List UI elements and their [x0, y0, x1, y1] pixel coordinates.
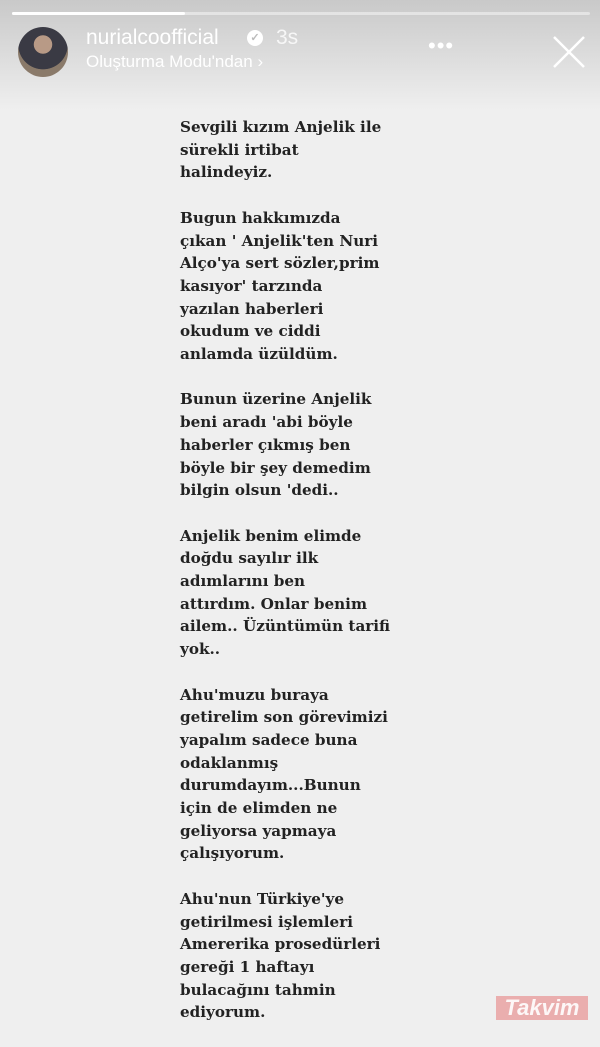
paragraph: [180, 684, 410, 866]
text-line: odaklanmış: [180, 753, 279, 772]
text-line: Ahu'muzu buraya: [180, 685, 329, 704]
paragraph: [180, 525, 410, 661]
takvim-watermark: Takvim: [496, 996, 588, 1020]
text-line: sürekli irtibat: [180, 140, 299, 159]
text-line: ailem.. Üzüntümün tarifi: [180, 617, 391, 636]
text-line: beni aradı 'abi böyle: [180, 413, 353, 432]
text-line: yazılan haberleri: [180, 299, 324, 318]
text-line: geliyorsa yapmaya: [180, 821, 337, 840]
username[interactable]: nurialcoofficial: [86, 26, 219, 49]
paragraph: [180, 888, 410, 1024]
post-time: 3s: [276, 26, 299, 49]
text-line: getirilmesi işlemleri: [180, 912, 353, 931]
text-line: çıkan ' Anjelik'ten Nuri: [180, 231, 379, 250]
text-line: Sevgili kızım Anjelik ile: [180, 118, 382, 136]
text-line: bulacağını tahmin: [180, 980, 336, 999]
verified-badge-icon: ✓: [247, 30, 263, 46]
text-line: Ahu'nun Türkiye'ye: [180, 889, 345, 908]
text-line: Amererika prosedürleri: [180, 935, 381, 954]
text-line: anlamda üzüldüm.: [180, 345, 338, 364]
close-icon[interactable]: [551, 34, 587, 70]
text-line: adımlarını ben: [180, 572, 306, 591]
text-line: doğdu sayılır ilk: [180, 549, 319, 568]
story-text: [180, 116, 410, 1047]
text-line: halindeyiz.: [180, 163, 273, 182]
avatar[interactable]: [18, 27, 68, 77]
text-line: bilgin olsun 'dedi..: [180, 481, 339, 500]
text-line: için de elimden ne: [180, 799, 338, 818]
text-line: kasıyor' tarzında: [180, 276, 323, 295]
text-line: yok..: [180, 640, 221, 659]
paragraph: [180, 207, 410, 366]
text-line: böyle bir şey demedim: [180, 458, 371, 477]
story-progress-bar: [12, 12, 590, 15]
text-line: Alço'ya sert sözler,prim: [180, 254, 380, 273]
text-line: Bunun üzerine Anjelik: [180, 390, 372, 409]
text-line: Anjelik benim elimde: [180, 526, 362, 545]
text-line: çalışıyorum.: [180, 844, 285, 863]
paragraph: [180, 388, 410, 502]
text-line: getirelim son görevimizi: [180, 708, 388, 727]
text-line: haberler çıkmış ben: [180, 435, 351, 454]
text-line: yapalım sadece buna: [180, 730, 358, 749]
text-line: ediyorum.: [180, 1003, 266, 1022]
text-line: gereği 1 haftayı: [180, 957, 315, 976]
story-progress-fill: [12, 12, 185, 15]
more-options-icon[interactable]: •••: [428, 33, 455, 58]
text-line: okudum ve ciddi: [180, 322, 321, 341]
text-line: durumdayım...Bunun: [180, 776, 361, 795]
creation-mode-link[interactable]: Oluşturma Modu'ndan ›: [86, 52, 264, 71]
text-line: attırdım. Onlar benim: [180, 594, 368, 613]
paragraph: [180, 116, 410, 184]
text-line: Bugun hakkımızda: [180, 208, 341, 227]
